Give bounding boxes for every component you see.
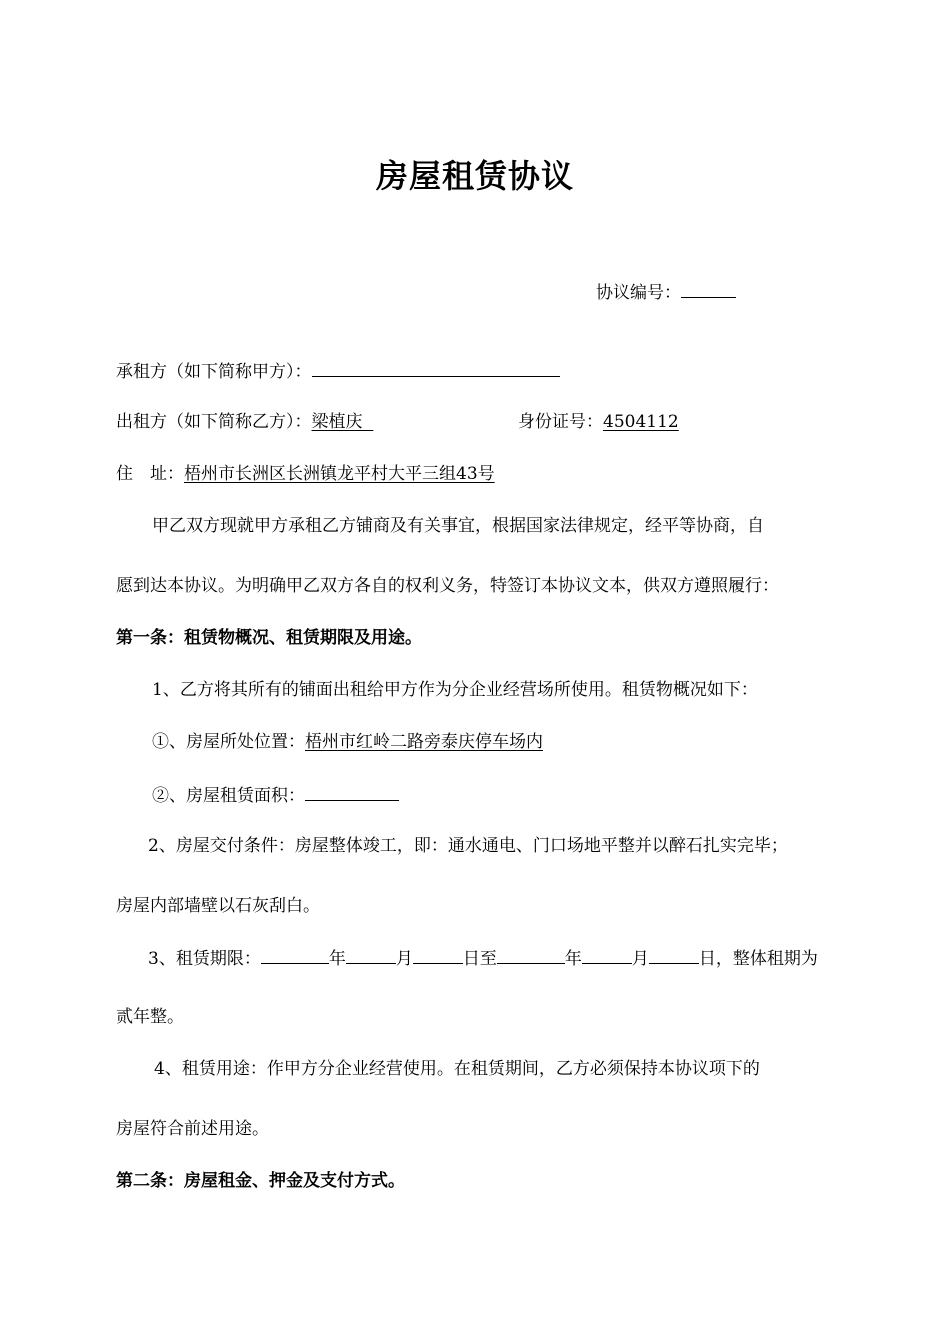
item-4-line-1: 4、租赁用途：作甲方分企业经营使用。在租赁期间，乙方必须保持本协议项下的 [154,1059,760,1079]
end-month-label: 月 [631,949,649,969]
area-blank [305,783,399,801]
lessee-label: 承租方（如下简称甲方）： [116,362,312,382]
item-3-suffix: 日，整体租期为 [698,949,818,969]
article-2-heading: 第二条：房屋租金、押金及支付方式。 [116,1171,405,1191]
item-1a-line [152,731,543,753]
address-label: 住 址： [116,464,184,484]
id-label: 身份证号： [518,412,603,432]
item-3-line-2: 贰年整。 [116,1007,184,1027]
item-1a-value: 梧州市红岭二路旁泰庆停车场内 [305,732,543,752]
document-title: 房屋租赁协议 [375,157,574,195]
intro-line-2: 愿到达本协议。为明确甲乙双方各自的权利义务，特签订本协议文本，供双方遵照履行： [116,576,779,596]
end-month-blank [582,946,632,964]
item-1b-line [152,783,399,807]
id-line [518,411,679,433]
agreement-number-line [596,280,736,304]
end-day-blank [649,946,699,964]
address-line [116,463,495,485]
item-1b-label: ②、房屋租赁面积： [152,786,305,806]
article-1-heading: 第一条：租赁物概况、租赁期限及用途。 [116,628,422,648]
lessee-line [116,359,560,383]
lessor-label: 出租方（如下简称乙方）： [116,412,312,432]
item-2-line-1: 2、房屋交付条件：房屋整体竣工，即：通水通电、门口场地平整并以醉石扎实完毕； [148,836,788,856]
end-year-label: 年 [564,949,582,969]
lessor-line [116,411,373,433]
address-value: 梧州市长洲区长洲镇龙平村大平三组43号 [184,464,495,484]
intro-line-1: 甲乙双方现就甲方承租乙方铺商及有关事宜，根据国家法律规定，经平等协商，自 [152,516,764,536]
start-day-blank [413,946,463,964]
item-1: 1、乙方将其所有的铺面出租给甲方作为分企业经营场所使用。租赁物概况如下： [152,680,758,700]
start-year-blank [261,946,329,964]
lessor-name: 梁植庆 [311,412,363,432]
item-2-line-2: 房屋内部墙壁以石灰刮白。 [116,896,320,916]
day-to-label: 日至 [462,949,497,969]
agreement-number-blank [681,280,736,298]
item-1a-label: ①、房屋所处位置： [152,732,305,752]
start-month-label: 月 [395,949,413,969]
start-year-label: 年 [328,949,346,969]
item-3-line-1 [148,946,818,970]
end-year-blank [497,946,565,964]
lessee-blank [312,359,560,377]
item-3-prefix: 3、租赁期限： [148,949,261,969]
id-value: 4504112 [603,412,679,432]
agreement-number-label: 协议编号： [596,283,681,303]
item-4-line-2: 房屋符合前述用途。 [116,1119,269,1139]
start-month-blank [346,946,396,964]
